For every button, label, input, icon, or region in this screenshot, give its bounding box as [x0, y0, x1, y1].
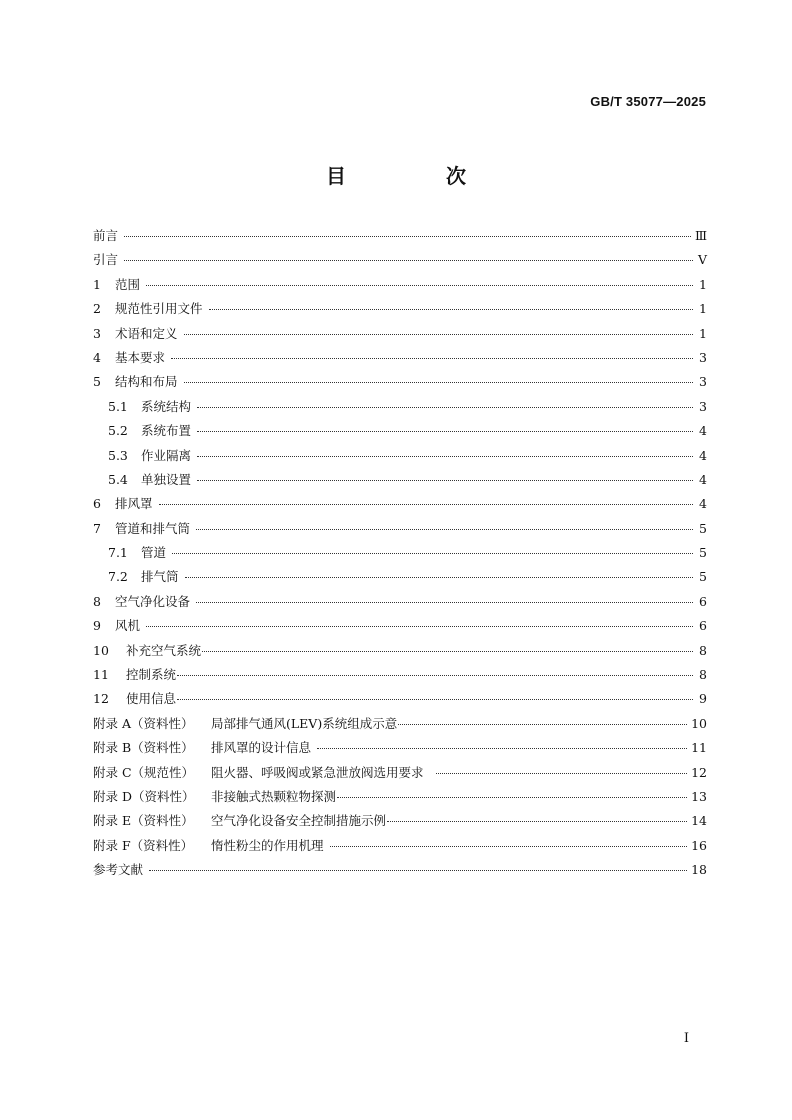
toc-page-number: 16 — [691, 837, 707, 853]
toc-label: 管道 — [141, 545, 167, 561]
toc-page-number: 1 — [699, 325, 707, 341]
toc-entry-5-2[interactable] — [93, 423, 707, 447]
standard-code: GB/T 35077—2025 — [590, 94, 706, 109]
toc-entry-5-4[interactable] — [93, 472, 707, 496]
toc-leader-dots — [197, 480, 693, 481]
toc-page-number: 5 — [699, 545, 707, 561]
toc-number: 5.1 — [108, 398, 128, 414]
toc-page-number: 3 — [699, 398, 707, 414]
toc-leader-dots — [317, 748, 687, 749]
toc-label: 前言 — [93, 228, 119, 243]
toc-leader-dots — [197, 431, 693, 432]
toc-number: 10 — [93, 642, 109, 658]
toc-number: 4 — [93, 349, 101, 365]
toc-entry-appendix-b[interactable] — [93, 740, 707, 764]
toc-entry-10[interactable] — [93, 643, 707, 667]
toc-page-number: 4 — [699, 447, 707, 463]
toc-label: 空气净化设备 — [115, 593, 191, 609]
toc-entry-12[interactable] — [93, 691, 707, 715]
toc-entry-bibliography[interactable] — [93, 862, 707, 886]
toc-entry-5-1[interactable] — [93, 399, 707, 423]
toc-number: 11 — [93, 667, 109, 683]
toc-page-number: 14 — [691, 813, 707, 829]
toc-number: 8 — [93, 593, 101, 609]
toc-page-number: Ⅴ — [697, 252, 707, 268]
toc-page-number: 6 — [699, 593, 707, 609]
toc-entry-introduction[interactable] — [93, 252, 707, 276]
toc-label: 排气筒 — [141, 569, 179, 585]
toc-label: 排风罩的设计信息 — [211, 740, 312, 756]
toc-page-number: 8 — [699, 642, 707, 658]
toc-appendix-tag: 附录 C（规范性） — [93, 764, 195, 780]
toc-leader-dots — [196, 529, 693, 530]
toc-page-number: 3 — [699, 374, 707, 390]
toc-label: 空气净化设备安全控制措施示例 — [211, 813, 387, 829]
table-of-contents — [93, 228, 707, 887]
toc-label: 管道和排气筒 — [115, 520, 191, 536]
toc-leader-dots — [184, 334, 693, 335]
toc-label: 局部排气通风(LEV)系统组成示意 — [211, 715, 398, 731]
toc-number: 5.3 — [108, 447, 128, 463]
toc-number: 5.2 — [108, 423, 128, 439]
toc-leader-dots — [171, 358, 693, 359]
toc-page-number: 4 — [699, 423, 707, 439]
toc-leader-dots — [330, 846, 688, 847]
toc-page-number: Ⅲ — [694, 228, 707, 243]
toc-leader-dots — [185, 577, 693, 578]
toc-label: 引言 — [93, 252, 119, 268]
toc-entry-1[interactable] — [93, 277, 707, 301]
toc-label: 术语和定义 — [115, 325, 178, 341]
toc-page-number: 5 — [699, 569, 707, 585]
toc-page-number: 6 — [699, 618, 707, 634]
toc-appendix-tag: 附录 E（资料性） — [93, 813, 194, 829]
toc-entry-appendix-c[interactable] — [93, 765, 707, 789]
toc-number: 9 — [93, 618, 101, 634]
toc-number: 3 — [93, 325, 101, 341]
toc-page-number: 10 — [691, 715, 707, 731]
toc-entry-5[interactable] — [93, 374, 707, 398]
toc-label: 系统结构 — [141, 398, 192, 414]
toc-label: 惰性粉尘的作用机理 — [211, 837, 324, 853]
toc-number: 7.2 — [108, 569, 128, 585]
toc-leader-dots — [146, 285, 693, 286]
toc-leader-dots — [197, 456, 693, 457]
toc-entry-appendix-f[interactable] — [93, 838, 707, 862]
toc-leader-dots — [202, 651, 693, 652]
page-number: I — [683, 1031, 689, 1046]
toc-entry-7[interactable] — [93, 521, 707, 545]
toc-page-number: 1 — [699, 301, 707, 317]
toc-leader-dots — [124, 260, 693, 261]
toc-number: 6 — [93, 496, 101, 512]
toc-label: 排风罩 — [115, 496, 153, 512]
toc-leader-dots — [124, 236, 691, 237]
toc-entry-8[interactable] — [93, 594, 707, 618]
toc-leader-dots — [436, 773, 688, 774]
toc-entry-11[interactable] — [93, 667, 707, 691]
toc-leader-dots — [149, 870, 687, 871]
toc-page-number: 11 — [691, 740, 707, 756]
toc-entry-appendix-a[interactable] — [93, 716, 707, 740]
toc-label: 非接触式热颗粒物探测 — [211, 788, 337, 804]
toc-label: 单独设置 — [141, 471, 192, 487]
toc-number: 7 — [93, 520, 101, 536]
toc-label: 结构和布局 — [115, 374, 178, 390]
toc-label: 风机 — [115, 618, 141, 634]
toc-page-number: 9 — [699, 691, 707, 707]
toc-label: 阻火器、呼吸阀或紧急泄放阀选用要求 — [211, 764, 424, 780]
toc-leader-dots — [196, 602, 693, 603]
toc-leader-dots — [159, 504, 693, 505]
toc-page-number: 3 — [699, 349, 707, 365]
toc-label: 补充空气系统 — [126, 642, 202, 658]
toc-leader-dots — [172, 553, 693, 554]
toc-entry-4[interactable] — [93, 350, 707, 374]
toc-number: 2 — [93, 301, 101, 317]
toc-leader-dots — [184, 382, 693, 383]
page-title: 目 次 — [326, 164, 506, 188]
toc-leader-dots — [398, 724, 687, 725]
toc-number: 12 — [93, 691, 109, 707]
toc-label: 作业隔离 — [141, 447, 192, 463]
toc-page-number: 1 — [699, 276, 707, 292]
toc-entry-7-1[interactable] — [93, 545, 707, 569]
toc-appendix-tag: 附录 F（资料性） — [93, 837, 194, 853]
toc-entry-9[interactable] — [93, 618, 707, 642]
toc-page-number: 4 — [699, 471, 707, 487]
toc-entry-appendix-e[interactable] — [93, 813, 707, 837]
toc-leader-dots — [197, 407, 693, 408]
toc-page-number: 13 — [691, 788, 707, 804]
toc-number: 7.1 — [108, 545, 128, 561]
toc-leader-dots — [209, 309, 693, 310]
toc-label: 参考文献 — [93, 862, 144, 878]
toc-page-number: 18 — [691, 862, 707, 878]
toc-leader-dots — [177, 675, 693, 676]
toc-number: 1 — [93, 276, 101, 292]
toc-page-number: 12 — [691, 764, 707, 780]
toc-leader-dots — [146, 626, 693, 627]
toc-entry-5-3[interactable] — [93, 448, 707, 472]
toc-page-number: 5 — [699, 520, 707, 536]
toc-entry-3[interactable] — [93, 326, 707, 350]
toc-appendix-tag: 附录 B（资料性） — [93, 740, 194, 756]
toc-appendix-tag: 附录 A（资料性） — [93, 715, 194, 731]
toc-entry-7-2[interactable] — [93, 569, 707, 593]
toc-label: 使用信息 — [126, 691, 177, 707]
toc-entry-appendix-d[interactable] — [93, 789, 707, 813]
toc-leader-dots — [387, 821, 687, 822]
toc-entry-foreword[interactable] — [93, 228, 707, 252]
toc-number: 5 — [93, 374, 101, 390]
toc-page-number: 8 — [699, 667, 707, 683]
toc-label: 范围 — [115, 276, 141, 292]
toc-page-number: 4 — [699, 496, 707, 512]
toc-label: 基本要求 — [115, 349, 166, 365]
toc-leader-dots — [337, 797, 687, 798]
toc-label: 控制系统 — [126, 667, 177, 683]
toc-entry-2[interactable] — [93, 301, 707, 325]
toc-label: 系统布置 — [141, 423, 192, 439]
toc-number: 5.4 — [108, 471, 128, 487]
toc-entry-6[interactable] — [93, 496, 707, 520]
toc-appendix-tag: 附录 D（资料性） — [93, 788, 195, 804]
toc-leader-dots — [177, 699, 693, 700]
toc-label: 规范性引用文件 — [115, 301, 203, 317]
